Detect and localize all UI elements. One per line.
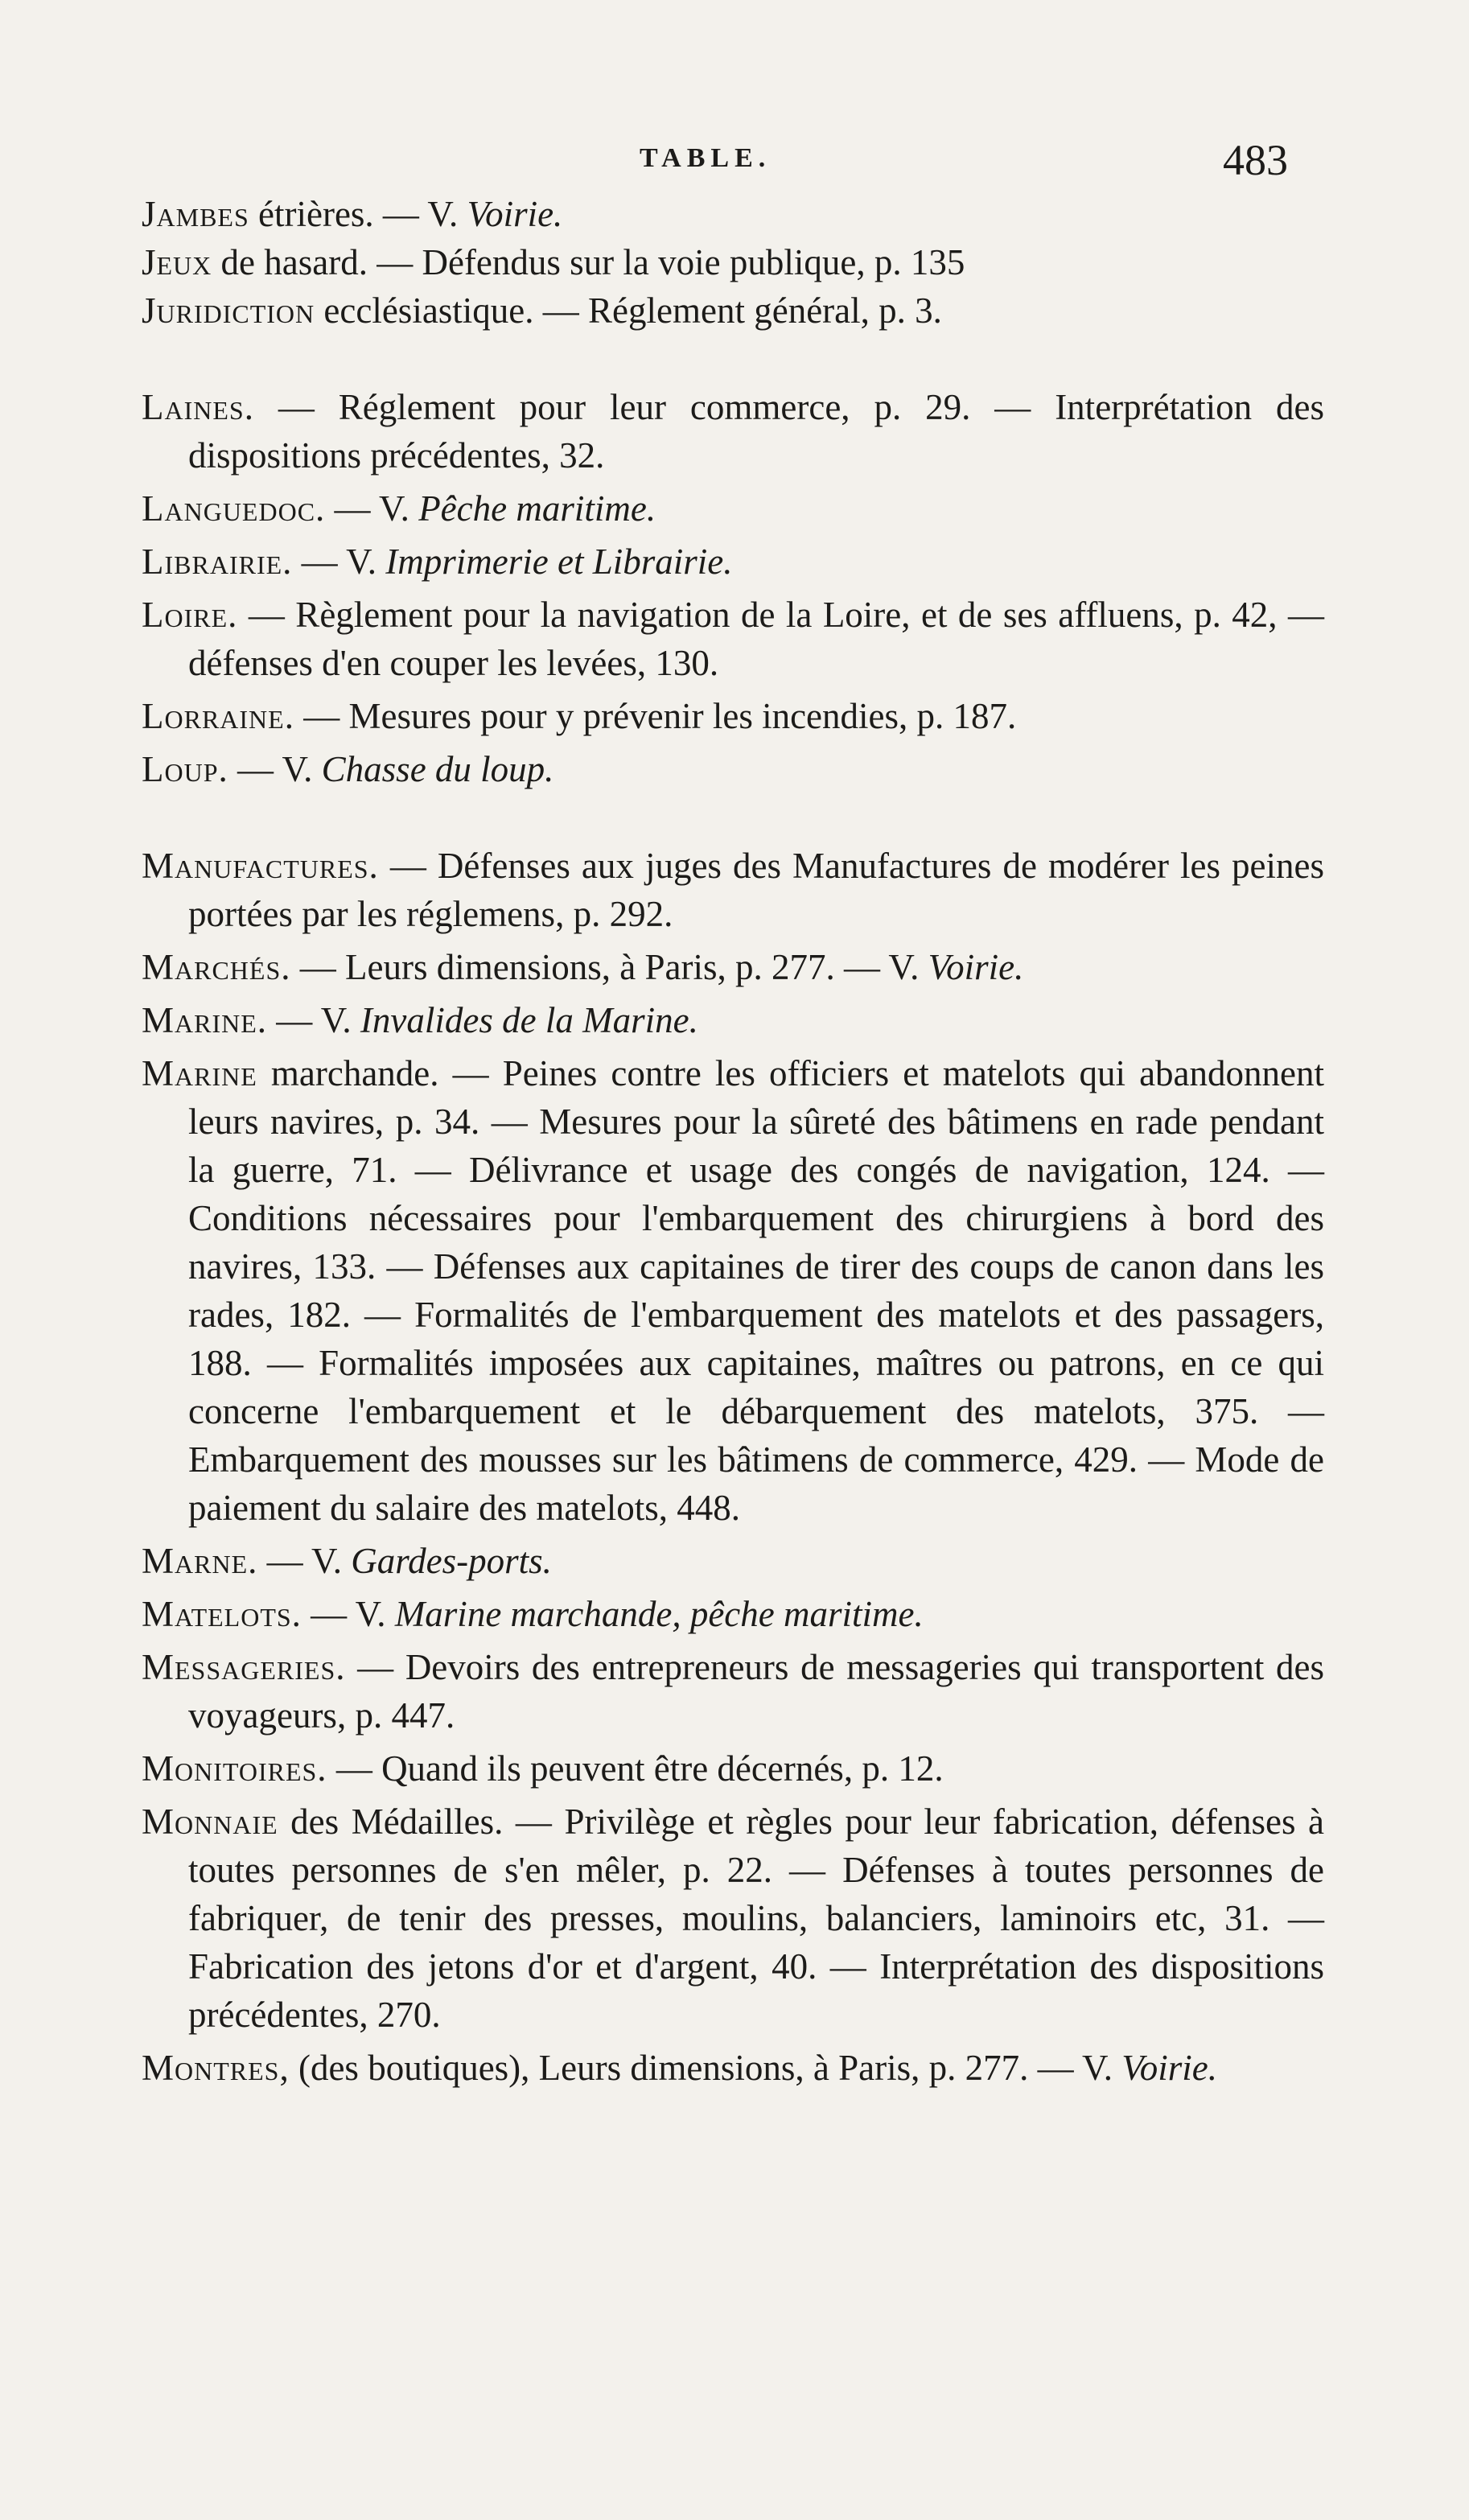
- index-entry: [142, 1643, 1324, 1740]
- entry-see-reference: Voirie.: [1121, 2048, 1217, 2088]
- index-entry: [142, 1049, 1324, 1532]
- entry-headword: Laines.: [142, 387, 254, 427]
- entry-headword: Jeux: [142, 242, 212, 282]
- entry-see-reference: Voirie.: [928, 947, 1024, 987]
- entry-text: — V.: [292, 541, 386, 582]
- entry-see-reference: Chasse du loup.: [321, 749, 554, 789]
- entry-text: des Médailles. — Privilège et règles pour leur fabrication, défenses à toutes personnes de s'en mêler, p. 22. — Défenses à toutes personnes de fabriquer, de tenir des presses, moulins, balanciers, laminoirs etc, 31. — Fabrication des jetons d'or et d'argent, 40. — Interprétation des dispositions précédentes, 270.: [188, 1801, 1324, 2035]
- entry-see-reference: Imprimerie et Librairie.: [385, 541, 733, 582]
- index-entry: [142, 238, 1324, 286]
- index-entry: [142, 842, 1324, 938]
- entry-headword: Languedoc.: [142, 488, 326, 529]
- running-head: [0, 137, 1469, 193]
- entry-headword: Montres,: [142, 2048, 290, 2088]
- entry-see-reference: Voirie.: [467, 194, 563, 234]
- entry-text: de hasard. — Défendus sur la voie publique, p. 135: [212, 242, 965, 282]
- entry-text: — Réglement pour leur commerce, p. 29. — Interprétation des dispositions précédentes, 32.: [188, 387, 1324, 476]
- entry-headword: Loire.: [142, 595, 238, 635]
- entry-text: — V.: [257, 1541, 352, 1581]
- entry-headword: Marine.: [142, 1000, 268, 1040]
- entry-headword: Juridiction: [142, 290, 315, 331]
- index-entry: [142, 286, 1324, 335]
- index-entry: [142, 1537, 1324, 1585]
- entry-see-reference: Pêche maritime.: [418, 488, 656, 529]
- index-entry: [142, 1590, 1324, 1638]
- entry-headword: Messageries.: [142, 1647, 346, 1687]
- entry-text: — Mesures pour y prévenir les incendies, p. 187.: [294, 696, 1017, 736]
- index-entry: [142, 2044, 1324, 2092]
- index-entry: [142, 484, 1324, 533]
- entry-headword: Manufactures.: [142, 846, 379, 886]
- index-entry: [142, 383, 1324, 480]
- entry-headword: Monitoires.: [142, 1748, 327, 1789]
- index-entry: [142, 1744, 1324, 1793]
- entry-headword: Marne.: [142, 1541, 258, 1581]
- entry-text: — Devoirs des entrepreneurs de messageries qui transportent des voyageurs, p. 447.: [188, 1647, 1324, 1736]
- index-entry: [142, 190, 1324, 238]
- entry-headword: Monnaie: [142, 1801, 278, 1842]
- entry-text: — V.: [301, 1594, 395, 1634]
- entry-see-reference: Gardes-ports.: [351, 1541, 552, 1581]
- entry-text: — V.: [325, 488, 419, 529]
- index-entry: [142, 692, 1324, 740]
- entry-text: étrières. — V.: [249, 194, 467, 234]
- index-entries: [142, 190, 1324, 2092]
- entry-headword: Matelots.: [142, 1594, 302, 1634]
- entry-headword: Loup.: [142, 749, 228, 789]
- index-entry: [142, 591, 1324, 687]
- index-entry: [142, 1797, 1324, 2039]
- entry-headword: Librairie.: [142, 541, 293, 582]
- entry-headword: Jambes: [142, 194, 249, 234]
- entry-see-reference: Marine marchande, pêche maritime.: [394, 1594, 924, 1634]
- index-entry: [142, 745, 1324, 793]
- entry-text: marchande. — Peines contre les officiers et matelots qui abandonnent leurs navires, p. 34. — Mesures pour la sûreté des bâtimens en rade pendant la guerre, 71. — Délivrance et usage des congés de navigation, 124. — Conditions nécessaires pour l'embarquement des chirurgiens à bord des navires, 133. — Défenses aux capitaines de tirer des coups de canon dans les rades, 182. — Formalités de l'embarquement des matelots et des passagers, 188. — Formalités imposées aux capitaines, maîtres ou patrons, en ce qui concerne l'embarquement et le débarquement des matelots, 375. — Embarquement des mousses sur les bâtimens de commerce, 429. — Mode de paiement du salaire des matelots, 448.: [188, 1053, 1324, 1528]
- entry-text: — Leurs dimensions, à Paris, p. 277. — V.: [290, 947, 928, 987]
- entry-text: — V.: [267, 1000, 360, 1040]
- entry-text: — V.: [228, 749, 322, 789]
- index-entry: [142, 996, 1324, 1044]
- running-title: TABLE.: [640, 143, 772, 173]
- entry-headword: Marine: [142, 1053, 257, 1093]
- entry-text: ecclésiastique. — Réglement général, p. 3.: [315, 290, 942, 331]
- entry-text: (des boutiques), Leurs dimensions, à Paris, p. 277. — V.: [289, 2048, 1122, 2088]
- entry-text: — Quand ils peuvent être décernés, p. 12.: [327, 1748, 944, 1789]
- section-gap: [142, 335, 1324, 383]
- index-entry: [142, 943, 1324, 991]
- entry-headword: Marchés.: [142, 947, 291, 987]
- page-number: 483: [1223, 136, 1288, 184]
- entry-text: — Défenses aux juges des Manufactures de modérer les peines portées par les réglemens, p. 292.: [188, 846, 1324, 934]
- entry-see-reference: Invalides de la Marine.: [360, 1000, 698, 1040]
- entry-text: — Règlement pour la navigation de la Loire, et de ses affluens, p. 42, — défenses d'en couper les levées, 130.: [188, 595, 1324, 683]
- index-entry: [142, 537, 1324, 586]
- section-gap: [142, 793, 1324, 842]
- entry-headword: Lorraine.: [142, 696, 294, 736]
